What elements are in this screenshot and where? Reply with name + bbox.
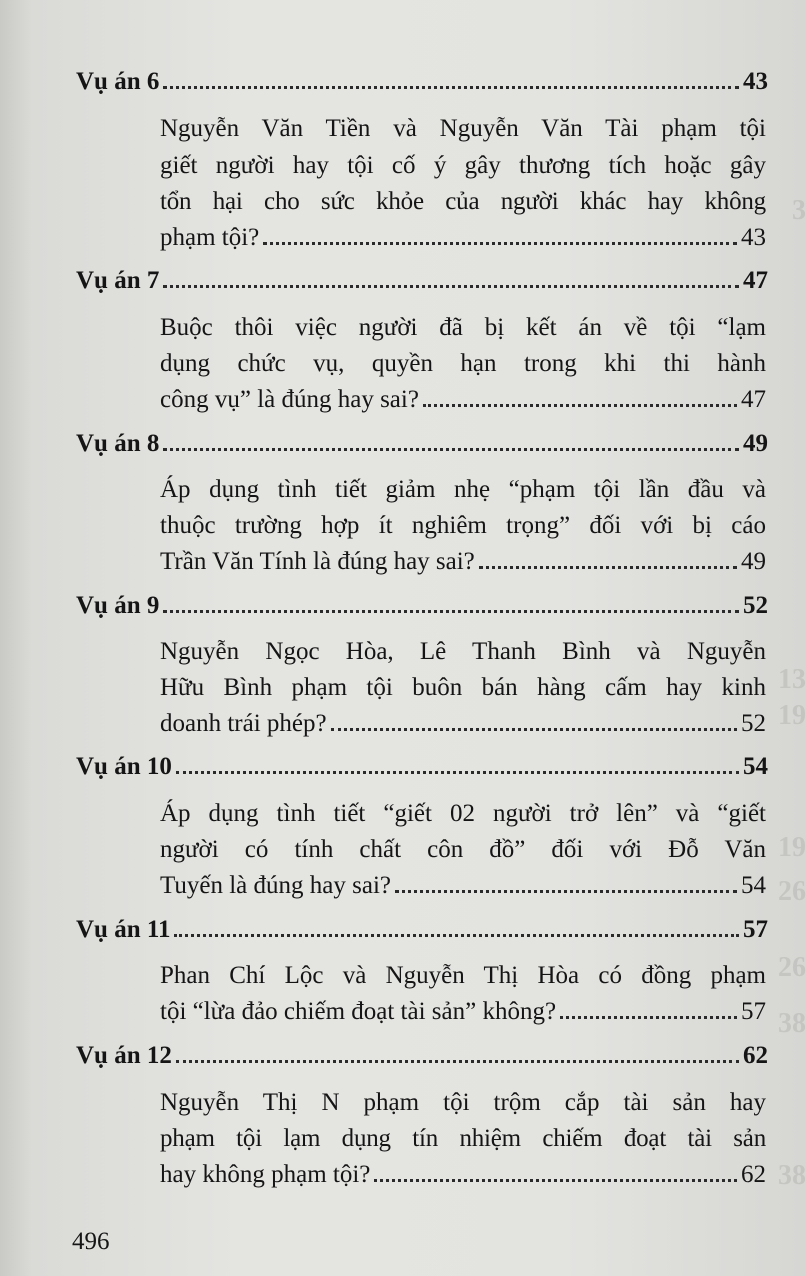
toc-case-heading[interactable]: [76, 267, 768, 295]
bleed-through-number: 19: [778, 700, 806, 731]
case-page-number: 62: [743, 1042, 768, 1069]
case-page-number: 49: [743, 430, 768, 457]
case-page-number: 57: [743, 916, 768, 943]
toc-case-heading[interactable]: [76, 592, 768, 620]
toc-case-heading[interactable]: [76, 1042, 768, 1070]
dot-leader: [331, 728, 737, 731]
description-page-number: 49: [741, 548, 766, 575]
toc-description-line: Áp dụng tình tiết giảm nhẹ “phạm tội lần đầu và: [160, 476, 766, 503]
case-title: Vụ án 7: [76, 267, 160, 294]
bleed-through-number: 3: [792, 195, 806, 226]
case-title: Vụ án 10: [76, 753, 172, 780]
case-page-number: 52: [743, 592, 768, 619]
toc-description-last-line[interactable]: phạm tội? 43: [160, 224, 766, 251]
case-page-number: 43: [743, 68, 768, 95]
case-title: Vụ án 11: [76, 916, 171, 943]
toc-description-line: giết người hay tội cố ý gây thương tích hoặc gây: [160, 152, 766, 179]
toc-description-last-line[interactable]: công vụ” là đúng hay sai? 47: [160, 386, 766, 413]
case-page-number: 47: [743, 267, 768, 294]
toc-description-last-line[interactable]: Trần Văn Tính là đúng hay sai? 49: [160, 548, 766, 575]
toc-description-line: Nguyễn Thị N phạm tội trộm cắp tài sản hay: [160, 1089, 766, 1116]
case-title: Vụ án 6: [76, 68, 160, 95]
toc-description-last-line[interactable]: Tuyến là đúng hay sai? 54: [160, 872, 766, 899]
bleed-through-number: 26: [778, 876, 806, 907]
description-page-number: 62: [741, 1161, 766, 1188]
dot-leader: [163, 285, 739, 288]
bleed-through-number: 38: [778, 1008, 806, 1039]
bleed-through-number: 26: [778, 952, 806, 983]
case-title: Vụ án 9: [76, 592, 160, 619]
description-page-number: 57: [741, 998, 766, 1025]
case-title: Vụ án 12: [76, 1042, 172, 1069]
toc-description-last-line[interactable]: hay không phạm tội? 62: [160, 1161, 766, 1188]
dot-leader: [395, 890, 737, 893]
toc-description-line: Hữu Bình phạm tội buôn bán hàng cấm hay kinh: [160, 674, 766, 701]
toc-description-line: Nguyễn Ngọc Hòa, Lê Thanh Bình và Nguyễn: [160, 638, 766, 665]
case-page-number: 54: [743, 753, 768, 780]
toc-description-line: tổn hại cho sức khỏe của người khác hay không: [160, 188, 766, 215]
toc-case-heading[interactable]: [76, 430, 768, 458]
dot-leader: [176, 1060, 739, 1063]
toc-description-last-line[interactable]: doanh trái phép? 52: [160, 710, 766, 737]
dot-leader: [374, 1179, 737, 1182]
toc-description-line: Nguyễn Văn Tiền và Nguyễn Văn Tài phạm tội: [160, 115, 766, 142]
dot-leader: [163, 610, 739, 613]
dot-leader: [163, 448, 739, 451]
dot-leader: [174, 934, 739, 937]
bleed-through-number: 13: [778, 664, 806, 695]
toc-description-last-line[interactable]: tội “lừa đảo chiếm đoạt tài sản” không? 57: [160, 998, 766, 1025]
toc-case-heading[interactable]: [76, 753, 768, 781]
toc-case-heading[interactable]: [76, 68, 768, 96]
dot-leader: [263, 242, 737, 245]
toc-description-line: Phan Chí Lộc và Nguyễn Thị Hòa có đồng phạm: [160, 962, 766, 989]
toc-description-line: người có tính chất côn đồ” đối với Đỗ Văn: [160, 836, 766, 863]
toc-description-line: dụng chức vụ, quyền hạn trong khi thi hành: [160, 350, 766, 377]
dot-leader: [423, 404, 737, 407]
toc-description-line: phạm tội lạm dụng tín nhiệm chiếm đoạt tài sản: [160, 1125, 766, 1152]
case-title: Vụ án 8: [76, 430, 160, 457]
dot-leader: [479, 566, 737, 569]
toc-description-line: thuộc trường hợp ít nghiêm trọng” đối với bị cáo: [160, 512, 766, 539]
description-page-number: 43: [741, 224, 766, 251]
bleed-through-number: 19: [778, 832, 806, 863]
page-number: 496: [72, 1228, 110, 1255]
dot-leader: [560, 1016, 737, 1019]
bleed-through-number: 38: [778, 1160, 806, 1191]
dot-leader: [176, 771, 739, 774]
dot-leader: [163, 86, 739, 89]
toc-case-heading[interactable]: [76, 916, 768, 944]
description-page-number: 52: [741, 710, 766, 737]
toc-description-line: Áp dụng tình tiết “giết 02 người trở lên” và “giết: [160, 800, 766, 827]
toc-description-line: Buộc thôi việc người đã bị kết án về tội “lạm: [160, 314, 766, 341]
description-page-number: 54: [741, 872, 766, 899]
description-page-number: 47: [741, 386, 766, 413]
